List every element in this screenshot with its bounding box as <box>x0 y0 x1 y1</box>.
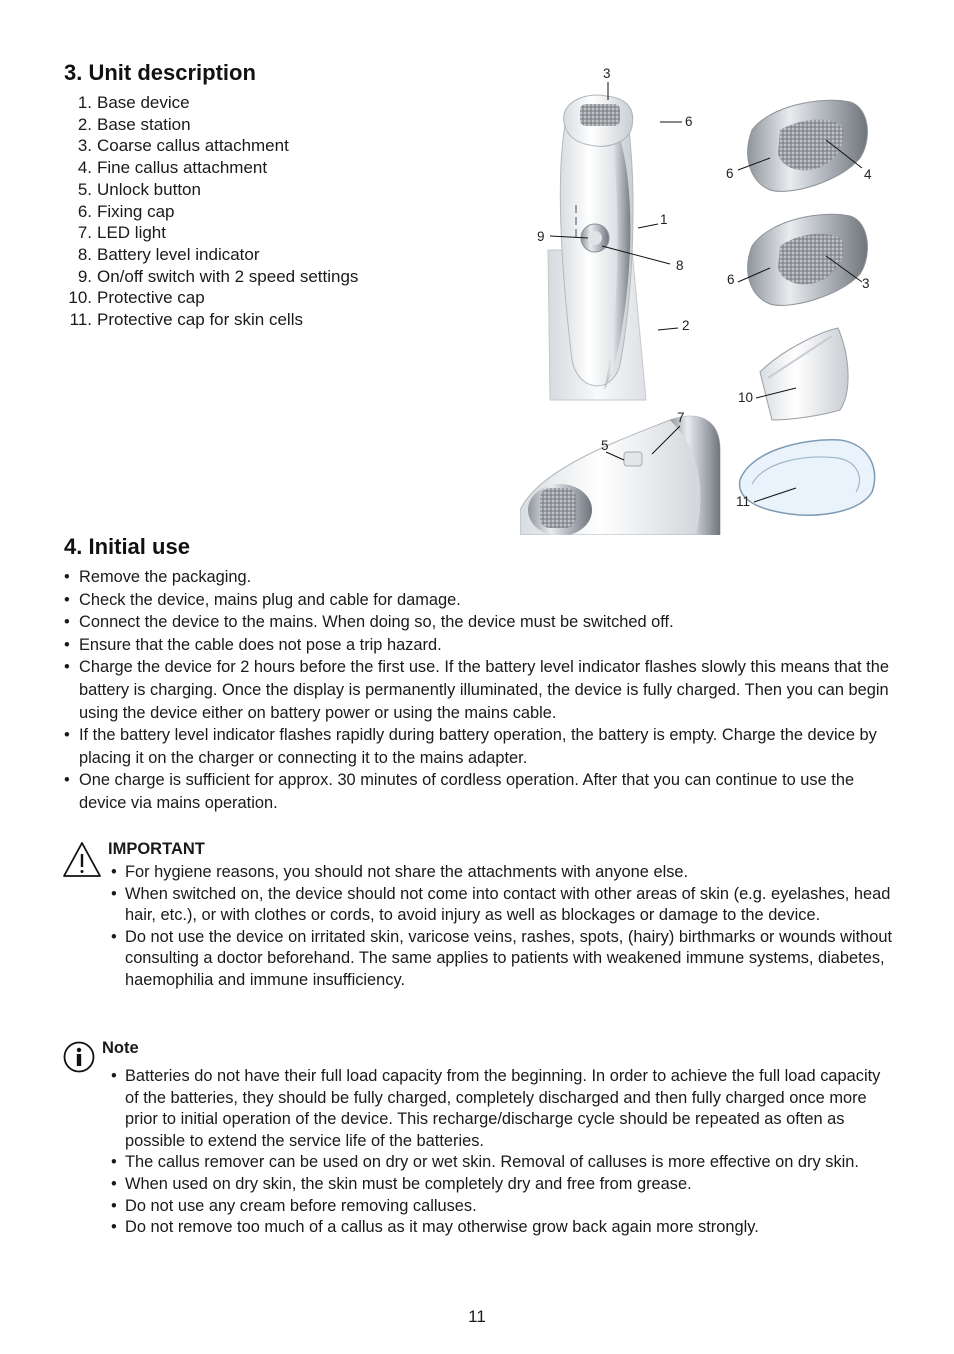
list-item: • Do not use any cream before removing calluses. <box>111 1196 893 1218</box>
list-item: • When switched on, the device should not come into contact with other areas of skin (e.g. eyelashes, head hair, etc.), or with clothes or cords, to avoid injury as well as blockages or damage to the device. <box>111 884 893 927</box>
list-item: 11. Protective cap for skin cells <box>69 310 303 330</box>
callout-label: 7 <box>677 410 685 425</box>
section-heading-initial-use: 4. Initial use <box>64 534 190 559</box>
callout-label: 3 <box>862 276 870 291</box>
page-number: 11 <box>468 1307 486 1326</box>
callout-label: 6 <box>726 166 734 181</box>
callout-label: 4 <box>864 167 872 182</box>
device-drawing <box>520 60 900 535</box>
list-item: • Ensure that the cable does not pose a trip hazard. <box>64 634 894 657</box>
info-circle-icon <box>63 1041 95 1078</box>
callout-label: 3 <box>603 66 611 81</box>
list-item: 10. Protective cap <box>68 288 205 308</box>
important-list <box>111 862 893 992</box>
section-heading-unit-description: 3. Unit description <box>64 60 256 85</box>
list-item: 4. Fine callus attachment <box>77 158 268 178</box>
list-item: • One charge is sufficient for approx. 30 minutes of cordless operation. After that you can continue to use the device via mains operation. <box>64 769 894 814</box>
list-item: • Do not use the device on irritated skin, varicose veins, rashes, spots, (hairy) birthmarks or wounds without consulting a doctor beforehand. The same applies to patients with weakened immune systems, diabetes, haemophilia and immune insufficiency. <box>111 927 893 992</box>
callout-label: 2 <box>682 318 690 333</box>
list-item: 3. Coarse callus attachment <box>77 136 289 156</box>
callout-label: 9 <box>537 229 545 244</box>
list-item: 6. Fixing cap <box>77 201 175 221</box>
parts-list <box>64 92 424 331</box>
list-item: 2. Base station <box>77 114 191 134</box>
warning-triangle-icon <box>62 840 102 885</box>
list-item: 9. On/off switch with 2 speed settings <box>77 266 359 286</box>
note-label: Note <box>102 1039 139 1057</box>
list-item: • When used on dry skin, the skin must be completely dry and free from grease. <box>111 1174 893 1196</box>
initial-use-list <box>64 566 894 815</box>
list-item: 5. Unlock button <box>77 179 201 199</box>
callout-label: 1 <box>660 212 668 227</box>
list-item: • The callus remover can be used on dry or wet skin. Removal of calluses is more effective on dry skin. <box>111 1152 893 1174</box>
list-item: • Check the device, mains plug and cable for damage. <box>64 589 894 612</box>
device-illustration <box>520 60 900 535</box>
list-item: 1. Base device <box>77 93 190 112</box>
callout-label: 6 <box>727 272 735 287</box>
note-list <box>111 1066 893 1239</box>
list-item: 7. LED light <box>77 223 166 243</box>
list-item: 8. Battery level indicator <box>77 244 260 264</box>
list-item: • For hygiene reasons, you should not share the attachments with anyone else. <box>111 862 893 884</box>
callout-label: 11 <box>736 494 751 509</box>
list-item: • Remove the packaging. <box>64 566 894 589</box>
list-item: • Connect the device to the mains. When doing so, the device must be switched off. <box>64 611 894 634</box>
callout-label: 5 <box>601 438 609 453</box>
callout-label: 6 <box>685 114 693 129</box>
callout-label: 8 <box>676 258 684 273</box>
list-item: • If the battery level indicator flashes rapidly during battery operation, the battery is empty. Charge the device by placing it on the charger or connecting it to the mains adapter. <box>64 724 894 769</box>
list-item: • Batteries do not have their full load capacity from the beginning. In order to achieve the full load capacity of the batteries, they should be fully charged, completely discharged and then fully charged once more prior to initial operation of the device. This recharge/discharge cycle should be repeated as often as possible to extend the service life of the batteries. <box>111 1066 893 1152</box>
list-item: • Charge the device for 2 hours before the first use. If the battery level indicator flashes slowly this means that the battery is charging. Once the display is permanently illuminated, the device is fully charged. Then you can begin using the device either on battery power or using the mains cable. <box>64 656 894 724</box>
list-item: • Do not remove too much of a callus as it may otherwise grow back again more strongly. <box>111 1217 893 1239</box>
important-label: IMPORTANT <box>108 840 205 858</box>
callout-label: 10 <box>738 390 754 405</box>
